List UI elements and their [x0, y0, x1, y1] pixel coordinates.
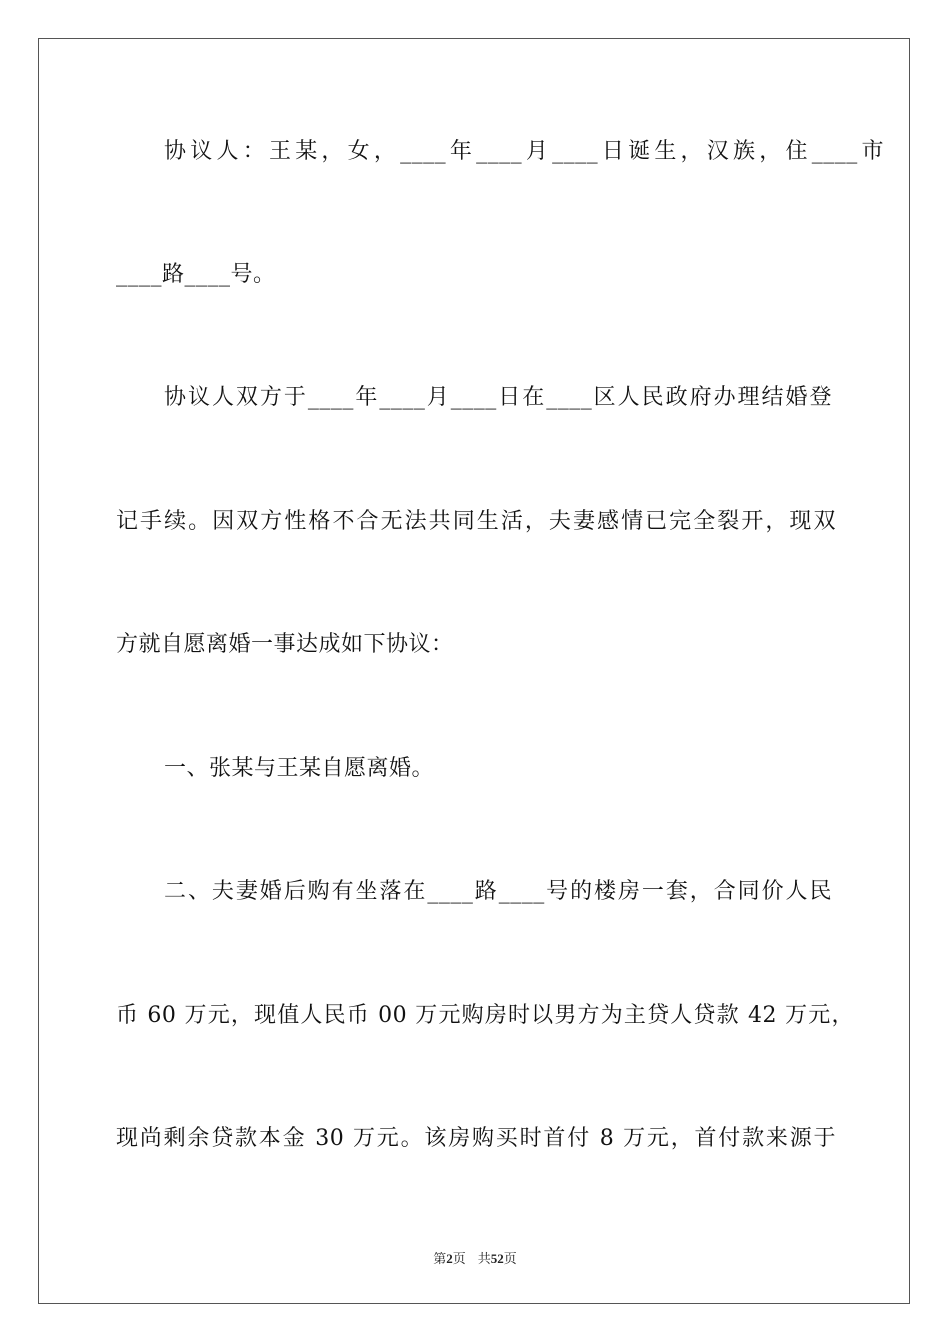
- text-line-4: 记手续。因双方性格不合无法共同生活，夫妻感情已完全裂开，现双: [116, 509, 836, 534]
- footer-total-prefix: 共: [477, 1252, 491, 1267]
- text-line-8: 币 60 万元，现值人民币 00 万元购房时以男方为主贷人贷款 42 万元，: [116, 1003, 854, 1028]
- text-line-3: 协议人双方于____年____月____日在____区人民政府办理结婚登: [164, 385, 832, 410]
- footer-page-prefix: 第: [433, 1252, 447, 1267]
- text-line-2: ____路____号。: [116, 262, 276, 287]
- text-line-9: 现尚剩余贷款本金 30 万元。该房购买时首付 8 万元，首付款来源于: [116, 1126, 836, 1151]
- text-line-6: 一、张某与王某自愿离婚。: [164, 756, 435, 781]
- footer-page-suffix: 页: [452, 1252, 466, 1267]
- text-line-7: 二、夫妻婚后购有坐落在____路____号的楼房一套，合同价人民: [164, 879, 832, 904]
- text-line-5: 方就自愿离婚一事达成如下协议：: [116, 632, 454, 657]
- page-border: [38, 38, 910, 1304]
- text-line-1: 协议人：王某，女，____年____月____日诞生，汉族，住____市: [164, 139, 884, 164]
- footer-page-number: 2: [446, 1251, 453, 1266]
- footer-total-pages: 52: [490, 1251, 504, 1266]
- footer-total-suffix: 页: [503, 1252, 517, 1267]
- page-footer: [0, 1248, 950, 1267]
